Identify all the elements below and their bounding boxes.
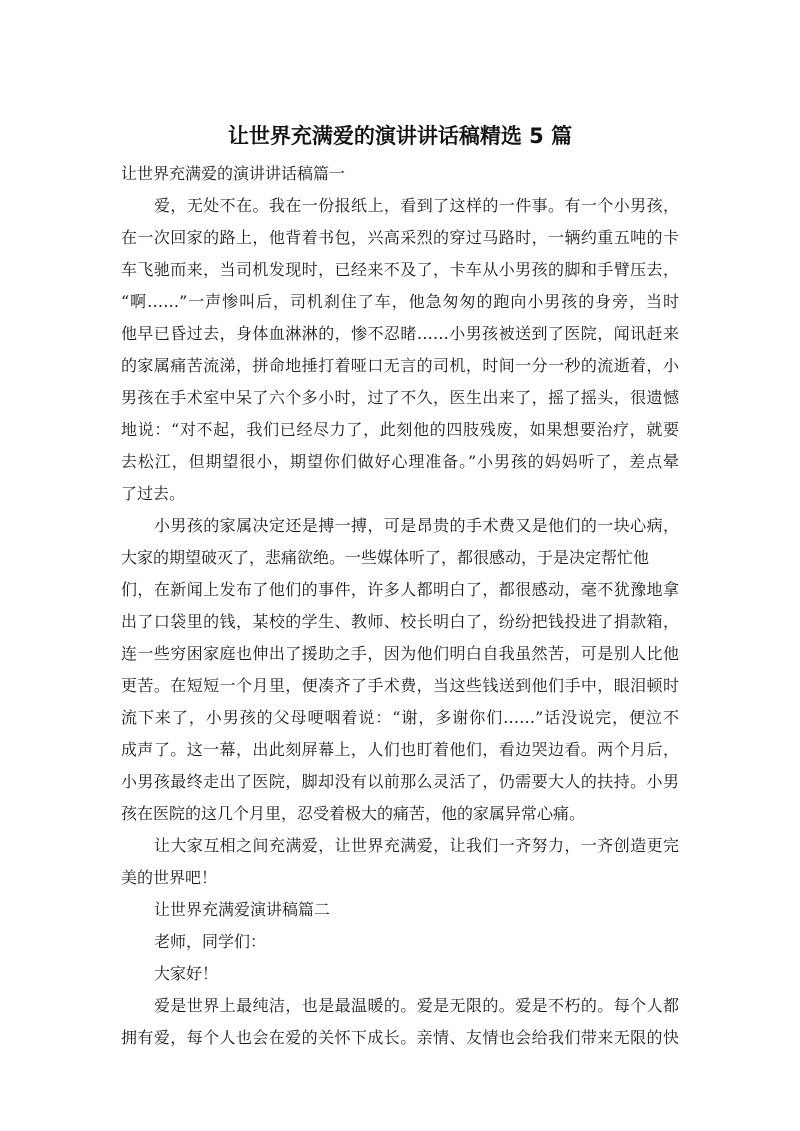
text-line: 连一些穷困家庭也伸出了援助之手，因为他们明白自我虽然苦，可是别人比他 — [121, 644, 679, 663]
text-line: 在一次回家的路上，他背着书包，兴高采烈的穿过马路时，一辆约重五吨的卡 — [121, 228, 679, 247]
text-line: 男孩在手术室中呆了六个多小时，过了不久，医生出来了，摇了摇头，很遗憾 — [121, 388, 679, 407]
text-line: 流下来了，小男孩的父母哽咽着说：“谢，多谢你们……”话没说完，便泣不 — [121, 708, 679, 727]
text-line: 们，在新闻上发布了他们的事件，许多人都明白了，都很感动，毫不犹豫地拿 — [121, 580, 679, 599]
text-line: 拥有爱，每个人也会在爱的关怀下成长。亲情、友情也会给我们带来无限的快 — [121, 1028, 679, 1047]
text-line: 的家属痛苦流涕，拼命地捶打着哑口无言的司机，时间一分一秒的流逝着，小 — [121, 356, 679, 375]
text-line: 小男孩的家属决定还是搏一搏，可是昂贵的手术费又是他们的一块心病， — [154, 516, 679, 535]
text-line: 让世界充满爱演讲稿篇二 — [154, 900, 331, 919]
text-line: 出了口袋里的钱，某校的学生、教师、校长明白了，纷纷把钱投进了捐款箱， — [121, 612, 679, 631]
text-line: 地说：“对不起，我们已经尽力了，此刻他的四肢残废，如果想要治疗，就要 — [121, 420, 679, 439]
text-line: 美的世界吧！ — [121, 868, 218, 887]
text-line: 他早已昏过去，身体血淋淋的，惨不忍睹……小男孩被送到了医院，闻讯赶来 — [121, 324, 679, 343]
text-line: 孩在医院的这几个月里，忍受着极大的痛苦，他的家属异常心痛。 — [121, 804, 586, 823]
text-line: 大家好！ — [154, 964, 219, 983]
text-line: 成声了。这一幕，出此刻屏幕上，人们也盯着他们，看边哭边看。两个月后， — [121, 740, 679, 759]
document-body — [121, 158, 679, 1054]
text-line: 让世界充满爱的演讲讲话稿篇一 — [121, 164, 346, 183]
text-line: 更苦。在短短一个月里，便凑齐了手术费，当这些钱送到他们手中，眼泪顿时 — [121, 676, 679, 695]
text-line: “啊……”一声惨叫后，司机刹住了车，他急匆匆的跑向小男孩的身旁，当时 — [121, 292, 679, 311]
text-line: 小男孩最终走出了医院，脚却没有以前那么灵活了，仍需要大人的扶持。小男 — [121, 772, 679, 791]
text-line: 爱，无处不在。我在一份报纸上，看到了这样的一件事。有一个小男孩， — [154, 196, 679, 215]
text-line: 爱是世界上最纯洁，也是最温暖的。爱是无限的。爱是不朽的。每个人都 — [154, 996, 679, 1015]
text-line: 去松江，但期望很小，期望你们做好心理准备。”小男孩的妈妈听了，差点晕 — [121, 452, 679, 471]
text-line: 大家的期望破灭了，悲痛欲绝。一些媒体听了，都很感动，于是决定帮忙他 — [121, 548, 650, 567]
text-line: 让大家互相之间充满爱，让世界充满爱，让我们一齐努力，一齐创造更完 — [154, 836, 679, 855]
text-line: 车飞驰而来，当司机发现时，已经来不及了，卡车从小男孩的脚和手臂压去， — [121, 260, 679, 279]
text-line: 老师，同学们： — [154, 932, 267, 951]
document-title: 让世界充满爱的演讲讲话稿精选 5 篇 — [227, 124, 573, 148]
text-line: 了过去。 — [121, 484, 186, 503]
